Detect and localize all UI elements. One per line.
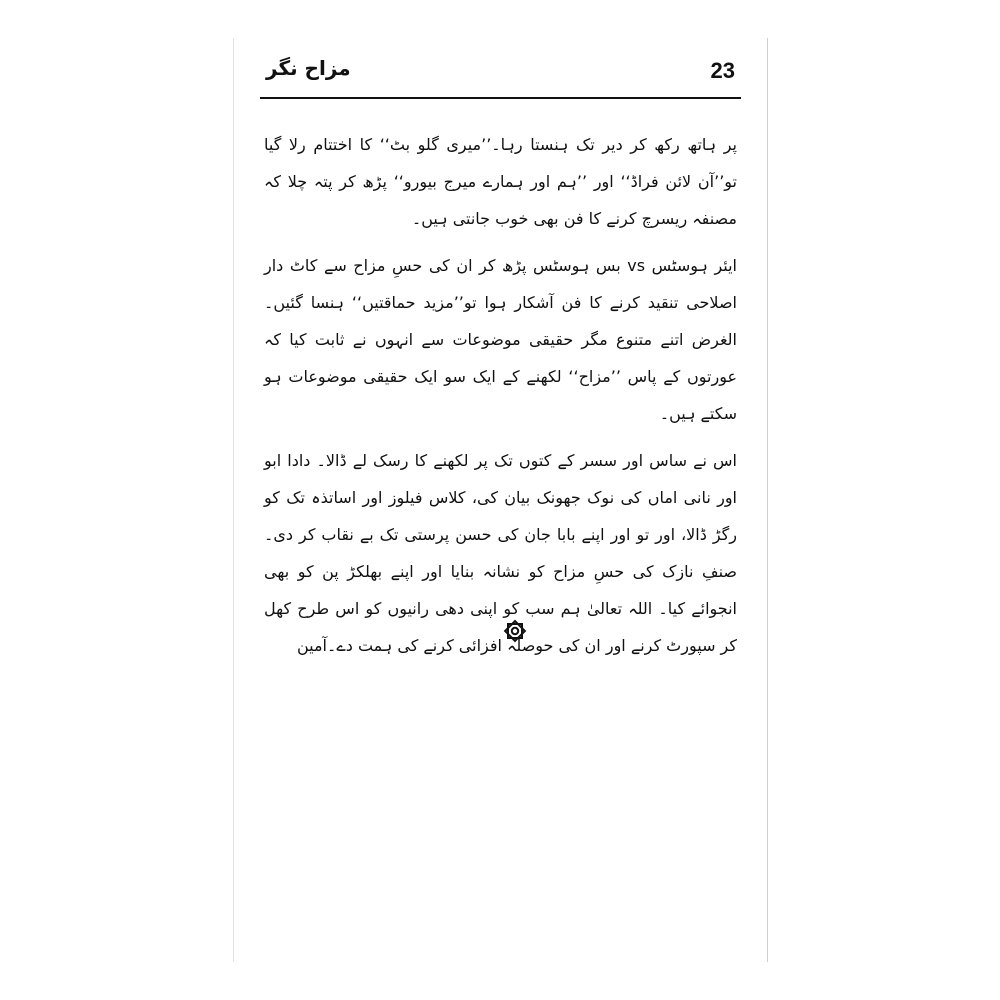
page-header: [264, 56, 737, 96]
header-rule: [260, 97, 741, 99]
body-text: [264, 126, 737, 674]
star-knot-ornament-icon: [502, 618, 528, 644]
running-title: مزاح نگر: [266, 56, 351, 80]
page-number: 23: [710, 58, 735, 83]
paragraph-3: اس نے ساس اور سسر کے کتوں تک پر لکھنے کا رسک لے ڈالا۔ دادا ابو اور نانی اماں کی نوک جھونک بیان کی، کلاس فیلوز اور اساتذہ تک کو رگڑ ڈالا، اور تو اور اپنے بابا جان کی حسن پرستی تک بے نقاب کر دی۔صنفِ نازک کی حسِ مزاح کو نشانہ بنایا اور اپنے بھلکڑ پن کو بھی انجوائے کیا۔ اللہ تعالیٰ ہم سب کو اپنی دھی رانیوں کو اس طرح کھل کر سپورٹ کرنے اور ان کی حوصلہ افزائی کرنے کی ہمت دے۔آمین: [264, 451, 737, 655]
paragraph-2: ایئر ہوسٹس vs بس ہوسٹس پڑھ کر ان کی حسِ مزاح سے کاٹ دار اصلاحی تنقید کرنے کا فن آشکار ہوا تو’’مزید حماقتیں‘‘ ہنسا گئیں۔ الغرض اتنے متنوع مگر حقیقی موضوعات سے انہوں نے ثابت کیا کہ عورتوں کے پاس ’’مزاح‘‘ لکھنے کے ایک سو ایک حقیقی موضوعات ہو سکتے ہیں۔: [264, 256, 738, 423]
paragraph-1: پر ہاتھ رکھ کر دیر تک ہنستا رہا۔’’میری گلو بٹ‘‘ کا اختتام رلا گیا تو’’آن لائن فراڈ‘‘ اور ’’ہم اور ہمارے میرج بیورو‘‘ پڑھ کر پتہ چلا کہ مصنفہ ریسرچ کرنے کا فن بھی خوب جانتی ہیں۔: [264, 135, 737, 228]
book-page: [233, 38, 768, 962]
